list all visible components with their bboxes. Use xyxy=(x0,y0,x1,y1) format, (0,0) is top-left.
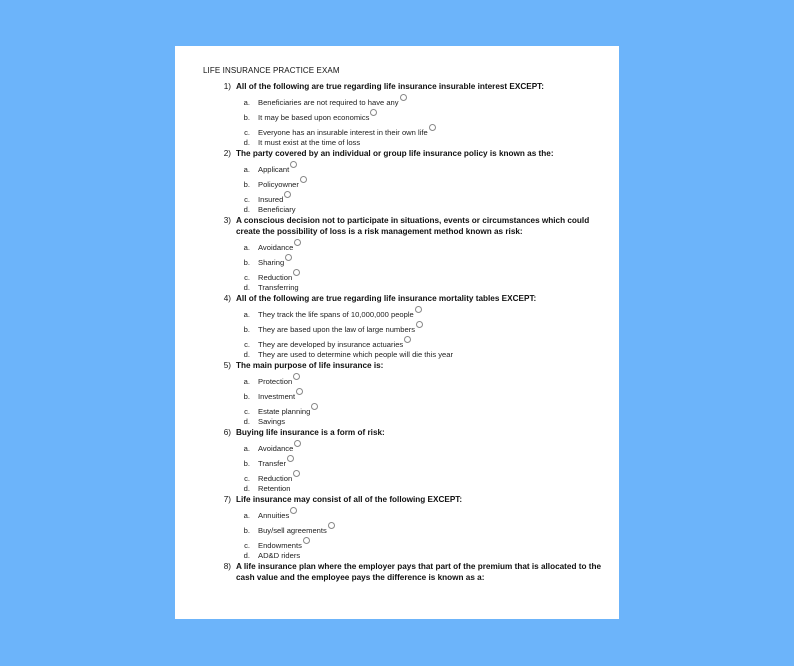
option-letter: b. xyxy=(243,180,250,189)
answer-option xyxy=(203,159,608,174)
question-7 xyxy=(203,494,608,560)
option-label: Applicant xyxy=(258,165,290,174)
radio-button[interactable] xyxy=(294,239,301,246)
option-letter: b. xyxy=(243,325,250,334)
question-stem xyxy=(203,561,608,583)
question-1 xyxy=(203,81,608,147)
answer-option xyxy=(203,122,608,137)
question-2 xyxy=(203,148,608,214)
answer-option xyxy=(203,505,608,520)
radio-button[interactable] xyxy=(284,191,291,198)
option-letter: b. xyxy=(243,113,250,122)
radio-button[interactable] xyxy=(300,176,307,183)
option-letter: d. xyxy=(243,283,250,292)
option-label: Insured xyxy=(258,195,284,204)
radio-button[interactable] xyxy=(296,388,303,395)
option-letter: d. xyxy=(243,484,250,493)
answer-option xyxy=(203,267,608,282)
question-text: Life insurance may consist of all of the following EXCEPT: xyxy=(236,495,463,504)
question-6 xyxy=(203,427,608,493)
option-label: Protection xyxy=(258,377,293,386)
option-label: They are based upon the law of large numbers xyxy=(258,325,416,334)
option-label: Sharing xyxy=(258,258,285,267)
answer-option xyxy=(203,334,608,349)
question-text: The party covered by an individual or group life insurance policy is known as the: xyxy=(236,149,554,158)
radio-button[interactable] xyxy=(404,336,411,343)
radio-button[interactable] xyxy=(293,470,300,477)
answer-option xyxy=(203,92,608,107)
question-number: 4) xyxy=(223,294,231,303)
question-text: All of the following are true regarding life insurance mortality tables EXCEPT: xyxy=(236,294,537,303)
option-label: Policyowner xyxy=(258,180,299,189)
question-5 xyxy=(203,360,608,426)
question-number: 7) xyxy=(223,495,231,504)
option-letter: c. xyxy=(244,340,250,349)
radio-button[interactable] xyxy=(293,269,300,276)
exam-page xyxy=(175,46,619,619)
radio-button[interactable] xyxy=(311,403,318,410)
option-label: Investment xyxy=(258,392,296,401)
option-label: They track the life spans of 10,000,000 people xyxy=(258,310,414,319)
answer-option xyxy=(203,386,608,401)
option-label: It must exist at the time of loss xyxy=(258,138,361,147)
answer-option xyxy=(203,349,608,359)
option-label: Reduction xyxy=(258,273,293,282)
question-stem xyxy=(203,81,608,92)
option-label: Buy/sell agreements xyxy=(258,526,327,535)
option-letter: b. xyxy=(243,526,250,535)
option-label: Avoidance xyxy=(258,243,294,252)
radio-button[interactable] xyxy=(290,161,297,168)
answer-option xyxy=(203,520,608,535)
question-number: 8) xyxy=(223,562,231,571)
option-letter: a. xyxy=(243,377,250,386)
radio-button[interactable] xyxy=(293,373,300,380)
question-text: A life insurance plan where the employer pays that part of the premium that is allocated to the cash value and the employee pays the difference is known as a: xyxy=(236,562,602,582)
option-label: Avoidance xyxy=(258,444,294,453)
option-letter: d. xyxy=(243,138,250,147)
option-label: Beneficiary xyxy=(258,205,296,214)
option-letter: b. xyxy=(243,258,250,267)
option-label: Transferring xyxy=(258,283,299,292)
answer-option xyxy=(203,319,608,334)
answer-option xyxy=(203,107,608,122)
question-number: 5) xyxy=(223,361,231,370)
option-letter: a. xyxy=(243,511,250,520)
radio-button[interactable] xyxy=(285,254,292,261)
answer-option xyxy=(203,453,608,468)
question-number: 6) xyxy=(223,428,231,437)
question-text: All of the following are true regarding life insurance insurable interest EXCEPT: xyxy=(236,82,544,91)
option-label: It may be based upon economics xyxy=(258,113,370,122)
question-8 xyxy=(203,561,608,583)
option-label: Transfer xyxy=(258,459,286,468)
option-label: Annuities xyxy=(258,511,290,520)
question-stem xyxy=(203,215,608,237)
answer-option xyxy=(203,252,608,267)
radio-button[interactable] xyxy=(287,455,294,462)
question-number: 2) xyxy=(223,149,231,158)
option-letter: c. xyxy=(244,407,250,416)
question-stem xyxy=(203,494,608,505)
option-label: AD&D riders xyxy=(258,551,301,560)
option-label: Savings xyxy=(258,417,286,426)
option-letter: a. xyxy=(243,98,250,107)
option-label: They are used to determine which people will die this year xyxy=(258,350,454,359)
option-letter: b. xyxy=(243,459,250,468)
option-label: Estate planning xyxy=(258,407,311,416)
question-number: 3) xyxy=(223,216,231,225)
option-letter: c. xyxy=(244,128,250,137)
option-letter: d. xyxy=(243,205,250,214)
option-letter: a. xyxy=(243,310,250,319)
answer-option xyxy=(203,237,608,252)
option-letter: d. xyxy=(243,551,250,560)
radio-button[interactable] xyxy=(429,124,436,131)
answer-option xyxy=(203,137,608,147)
question-text: The main purpose of life insurance is: xyxy=(236,361,384,370)
question-3 xyxy=(203,215,608,292)
option-letter: d. xyxy=(243,350,250,359)
answer-option xyxy=(203,174,608,189)
option-letter: a. xyxy=(243,444,250,453)
question-stem xyxy=(203,360,608,371)
option-letter: c. xyxy=(244,541,250,550)
option-label: Endowments xyxy=(258,541,302,550)
exam-title: LIFE INSURANCE PRACTICE EXAM xyxy=(203,66,340,75)
answer-option xyxy=(203,416,608,426)
answer-option xyxy=(203,438,608,453)
answer-option xyxy=(203,304,608,319)
answer-option xyxy=(203,282,608,292)
question-4 xyxy=(203,293,608,359)
option-label: Everyone has an insurable interest in their own life xyxy=(258,128,428,137)
option-letter: c. xyxy=(244,273,250,282)
answer-option xyxy=(203,468,608,483)
question-stem xyxy=(203,293,608,304)
option-letter: c. xyxy=(244,195,250,204)
question-list xyxy=(203,81,608,584)
option-label: They are developed by insurance actuaries xyxy=(258,340,404,349)
option-label: Retention xyxy=(258,484,291,493)
answer-option xyxy=(203,401,608,416)
answer-option xyxy=(203,204,608,214)
question-text: A conscious decision not to participate in situations, events or circumstances which could create the possibility of loss is a risk management method known as risk: xyxy=(236,216,590,236)
radio-button[interactable] xyxy=(415,306,422,313)
option-letter: a. xyxy=(243,243,250,252)
option-letter: c. xyxy=(244,474,250,483)
question-number: 1) xyxy=(223,82,231,91)
answer-option xyxy=(203,550,608,560)
radio-button[interactable] xyxy=(290,507,297,514)
option-letter: b. xyxy=(243,392,250,401)
radio-button[interactable] xyxy=(400,94,407,101)
question-stem xyxy=(203,427,608,438)
option-letter: a. xyxy=(243,165,250,174)
answer-option xyxy=(203,483,608,493)
radio-button[interactable] xyxy=(303,537,310,544)
question-stem xyxy=(203,148,608,159)
radio-button[interactable] xyxy=(370,109,377,116)
answer-option xyxy=(203,535,608,550)
radio-button[interactable] xyxy=(416,321,423,328)
radio-button[interactable] xyxy=(328,522,335,529)
question-text: Buying life insurance is a form of risk: xyxy=(236,428,385,437)
option-letter: d. xyxy=(243,417,250,426)
answer-option xyxy=(203,189,608,204)
option-label: Reduction xyxy=(258,474,293,483)
option-label: Beneficiaries are not required to have any xyxy=(258,98,399,107)
radio-button[interactable] xyxy=(294,440,301,447)
answer-option xyxy=(203,371,608,386)
